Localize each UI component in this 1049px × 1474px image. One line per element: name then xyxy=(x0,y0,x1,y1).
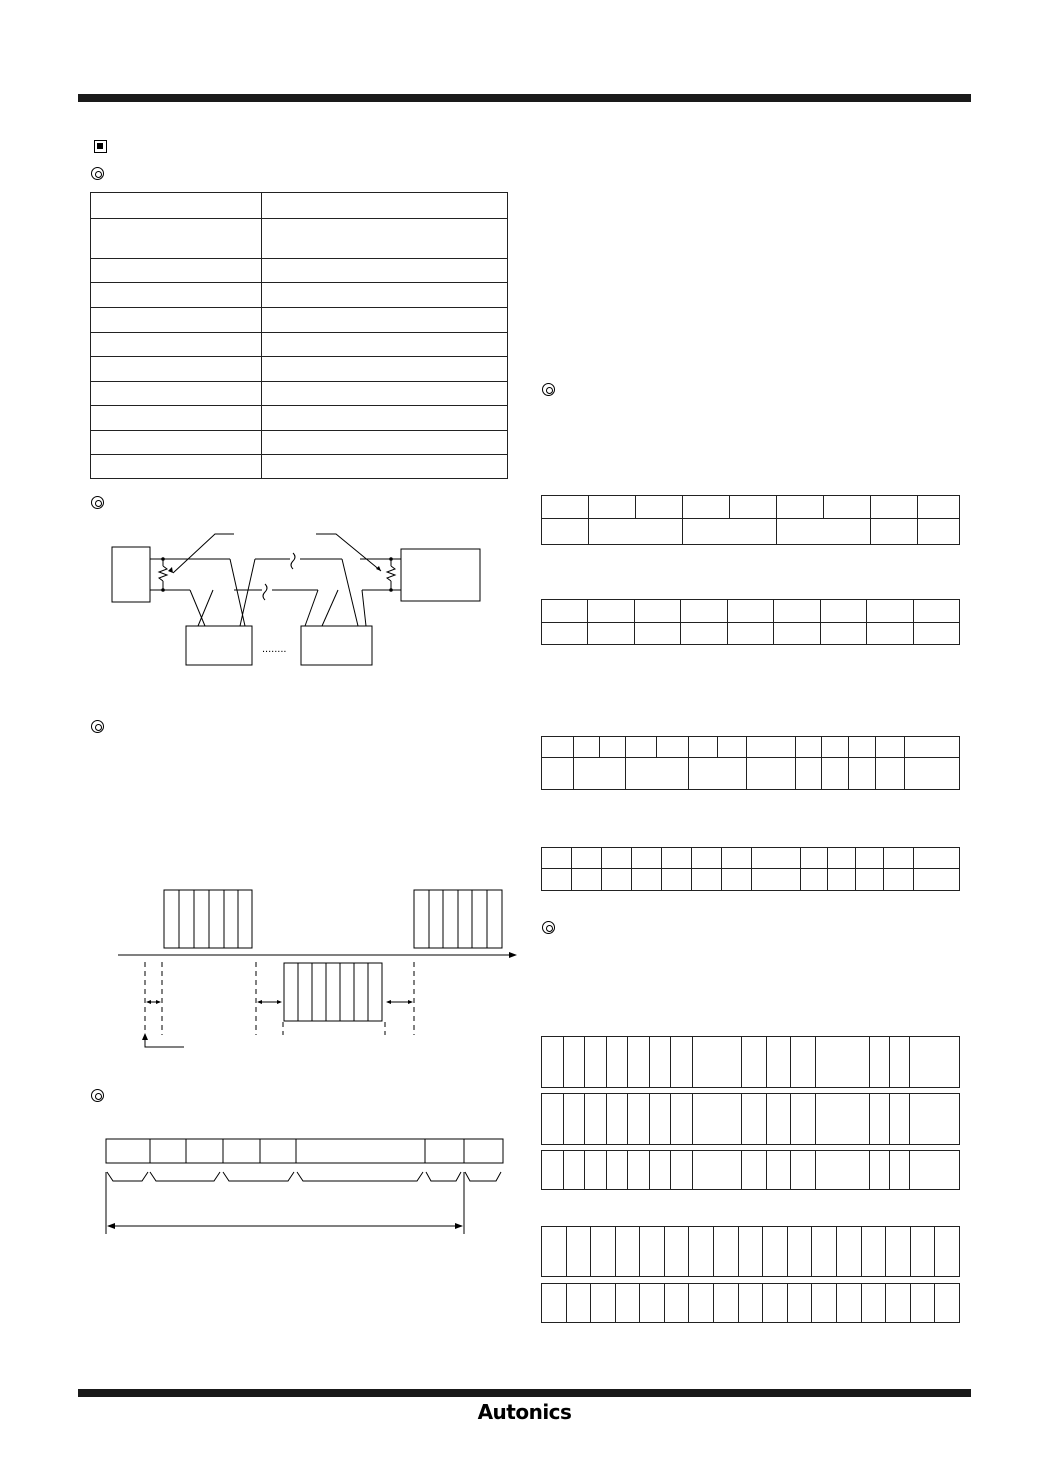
table-cell xyxy=(607,1037,628,1088)
register-table-b xyxy=(541,599,960,645)
table-cell xyxy=(628,1094,650,1145)
table-cell xyxy=(693,1151,742,1190)
table-cell xyxy=(585,1037,607,1088)
table-cell xyxy=(774,623,820,645)
table-cell xyxy=(910,1227,935,1277)
table-cell xyxy=(890,1094,910,1145)
table-cell xyxy=(890,1151,910,1190)
table-cell xyxy=(871,496,918,519)
table-cell xyxy=(692,869,722,891)
table-cell xyxy=(626,758,689,790)
register-table-c xyxy=(541,736,960,790)
table-cell xyxy=(742,1037,767,1088)
table-cell xyxy=(636,496,683,519)
table-cell xyxy=(796,758,822,790)
table-cell xyxy=(600,737,626,758)
table-cell xyxy=(905,758,960,790)
table-cell xyxy=(910,1151,960,1190)
table-cell xyxy=(542,737,574,758)
table-cell xyxy=(913,600,960,623)
table-cell xyxy=(650,1151,671,1190)
table-cell xyxy=(767,1037,791,1088)
table-cell xyxy=(632,869,662,891)
table-cell xyxy=(628,1037,650,1088)
table-cell xyxy=(787,1284,812,1323)
table-cell xyxy=(640,1227,665,1277)
table-cell xyxy=(801,869,828,891)
table-cell xyxy=(870,1151,890,1190)
table-cell xyxy=(876,737,905,758)
table-cell xyxy=(870,1037,890,1088)
table-cell xyxy=(730,496,777,519)
register-table-a xyxy=(541,495,960,545)
table-cell xyxy=(738,1227,763,1277)
table-cell xyxy=(574,758,626,790)
table-cell xyxy=(777,496,824,519)
table-cell xyxy=(722,848,752,869)
brand-logo: Autonics xyxy=(477,1400,572,1424)
table-cell xyxy=(905,737,960,758)
table-cell xyxy=(615,1284,640,1323)
table-cell xyxy=(542,758,574,790)
table-cell xyxy=(824,496,871,519)
table-cell xyxy=(689,1227,714,1277)
table-cell xyxy=(828,848,856,869)
table-cell xyxy=(914,848,960,869)
table-cell xyxy=(742,1151,767,1190)
table-cell xyxy=(738,1284,763,1323)
table-cell xyxy=(871,519,918,545)
table-cell xyxy=(884,848,914,869)
table-cell xyxy=(542,519,589,545)
table-cell xyxy=(876,758,905,790)
table-cell xyxy=(640,1284,665,1323)
table-cell xyxy=(918,519,960,545)
table-cell xyxy=(591,1227,616,1277)
table-cell xyxy=(856,848,884,869)
table-cell xyxy=(683,519,777,545)
table-cell xyxy=(572,848,602,869)
table-cell xyxy=(767,1094,791,1145)
table-cell xyxy=(693,1037,742,1088)
table-cell xyxy=(574,737,600,758)
table-cell xyxy=(689,758,747,790)
table-cell xyxy=(870,1094,890,1145)
table-cell xyxy=(884,869,914,891)
table-cell xyxy=(591,1284,616,1323)
table-cell xyxy=(935,1284,960,1323)
table-cell xyxy=(671,1151,693,1190)
table-cell xyxy=(718,737,747,758)
table-cell xyxy=(615,1227,640,1277)
table-cell xyxy=(820,600,866,623)
table-cell xyxy=(671,1037,693,1088)
table-cell xyxy=(664,1227,689,1277)
table-cell xyxy=(662,869,692,891)
table-cell xyxy=(918,496,960,519)
table-cell xyxy=(588,623,634,645)
table-cell xyxy=(692,848,722,869)
table-cell xyxy=(816,1037,870,1088)
register-table-d xyxy=(541,847,960,891)
table-cell xyxy=(542,1037,564,1088)
table-cell xyxy=(886,1227,911,1277)
table-cell xyxy=(607,1094,628,1145)
table-cell xyxy=(791,1037,816,1088)
table-cell xyxy=(727,600,773,623)
dots-label: ........ xyxy=(262,643,287,655)
frame-table-f2 xyxy=(541,1283,960,1323)
table-cell xyxy=(714,1227,739,1277)
table-cell xyxy=(564,1151,585,1190)
table-cell xyxy=(861,1227,886,1277)
table-cell xyxy=(890,1037,910,1088)
table-cell xyxy=(886,1284,911,1323)
table-cell xyxy=(671,1094,693,1145)
table-cell xyxy=(542,1284,567,1323)
table-cell xyxy=(693,1094,742,1145)
table-cell xyxy=(722,869,752,891)
table-cell xyxy=(542,600,588,623)
table-cell xyxy=(689,1284,714,1323)
table-cell xyxy=(828,869,856,891)
table-cell xyxy=(585,1094,607,1145)
table-cell xyxy=(822,737,849,758)
table-cell xyxy=(836,1284,861,1323)
table-cell xyxy=(791,1094,816,1145)
table-cell xyxy=(542,869,572,891)
table-cell xyxy=(542,496,589,519)
table-cell xyxy=(777,519,871,545)
table-cell xyxy=(861,1284,886,1323)
table-cell xyxy=(935,1227,960,1277)
table-cell xyxy=(867,600,913,623)
table-cell xyxy=(681,600,727,623)
table-cell xyxy=(664,1284,689,1323)
table-cell xyxy=(632,848,662,869)
table-cell xyxy=(801,848,828,869)
table-cell xyxy=(747,758,796,790)
table-cell xyxy=(607,1151,628,1190)
table-cell xyxy=(910,1284,935,1323)
table-cell xyxy=(714,1284,739,1323)
table-cell xyxy=(910,1037,960,1088)
table-cell xyxy=(542,1094,564,1145)
table-cell xyxy=(542,1151,564,1190)
table-cell xyxy=(856,869,884,891)
table-cell xyxy=(910,1094,960,1145)
table-cell xyxy=(913,623,960,645)
table-cell xyxy=(689,737,718,758)
table-cell xyxy=(650,1094,671,1145)
table-cell xyxy=(774,600,820,623)
table-cell xyxy=(791,1151,816,1190)
table-cell xyxy=(542,1227,567,1277)
table-cell xyxy=(752,869,801,891)
table-cell xyxy=(588,600,634,623)
table-cell xyxy=(572,869,602,891)
table-cell xyxy=(566,1284,591,1323)
table-cell xyxy=(589,519,683,545)
table-cell xyxy=(542,848,572,869)
table-cell xyxy=(849,758,876,790)
table-cell xyxy=(816,1094,870,1145)
table-cell xyxy=(820,623,866,645)
frame-table-e2 xyxy=(541,1093,960,1145)
table-cell xyxy=(589,496,636,519)
table-cell xyxy=(914,869,960,891)
frame-table-e3 xyxy=(541,1150,960,1190)
table-cell xyxy=(662,848,692,869)
table-cell xyxy=(683,496,730,519)
table-cell xyxy=(812,1227,837,1277)
table-cell xyxy=(564,1094,585,1145)
table-cell xyxy=(747,737,796,758)
table-cell xyxy=(763,1284,788,1323)
table-cell xyxy=(585,1151,607,1190)
table-cell xyxy=(787,1227,812,1277)
table-cell xyxy=(822,758,849,790)
table-cell xyxy=(816,1151,870,1190)
frame-table-e1 xyxy=(541,1036,960,1088)
table-cell xyxy=(727,623,773,645)
table-cell xyxy=(634,600,680,623)
table-cell xyxy=(650,1037,671,1088)
table-cell xyxy=(626,737,657,758)
table-cell xyxy=(566,1227,591,1277)
table-cell xyxy=(836,1227,861,1277)
table-cell xyxy=(742,1094,767,1145)
table-cell xyxy=(634,623,680,645)
table-cell xyxy=(628,1151,650,1190)
table-cell xyxy=(763,1227,788,1277)
table-cell xyxy=(657,737,689,758)
table-cell xyxy=(542,623,588,645)
table-cell xyxy=(867,623,913,645)
table-cell xyxy=(752,848,801,869)
table-cell xyxy=(564,1037,585,1088)
table-cell xyxy=(602,869,632,891)
table-cell xyxy=(849,737,876,758)
table-cell xyxy=(812,1284,837,1323)
table-cell xyxy=(602,848,632,869)
table-cell xyxy=(767,1151,791,1190)
table-cell xyxy=(796,737,822,758)
frame-table-f1 xyxy=(541,1226,960,1277)
table-cell xyxy=(681,623,727,645)
